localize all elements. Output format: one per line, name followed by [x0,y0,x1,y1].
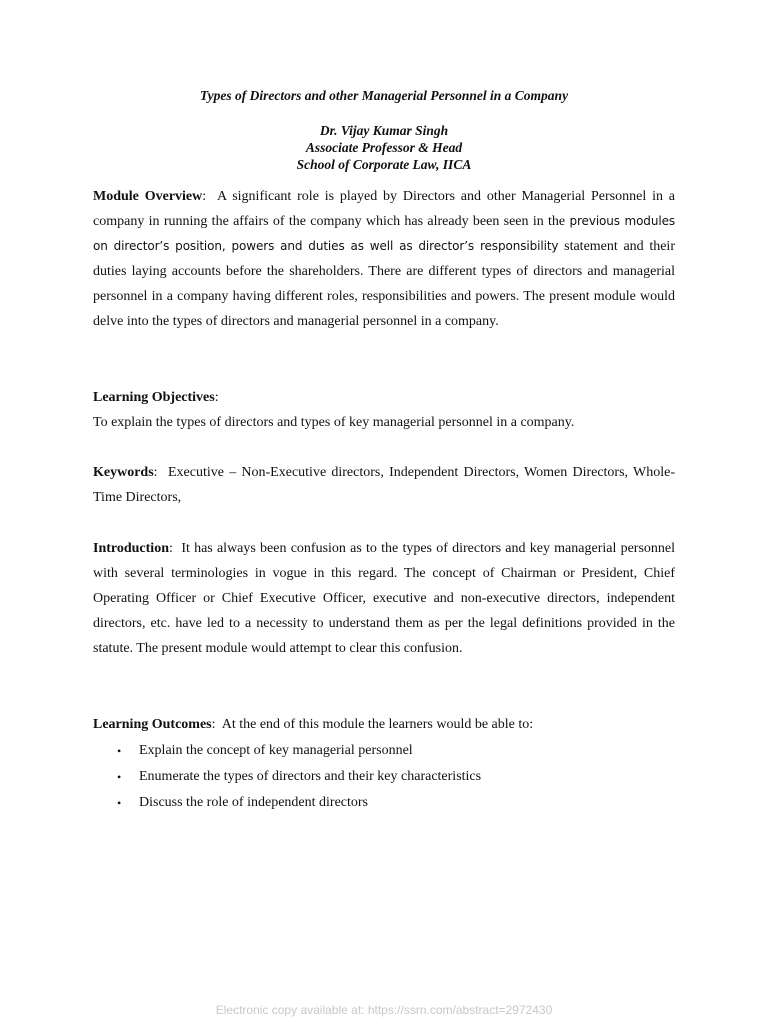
author-name: Dr. Vijay Kumar Singh [319,123,449,138]
document-title: Types of Directors and other Managerial Personnel in a Company [199,88,569,103]
author-affiliation: School of Corporate Law, IICA [296,157,472,172]
keywords-text: Executive – Non-Executive directors, Independent Directors, Women Directors, Whole-Time Directors, [93,465,675,505]
introduction-heading: Introduction [93,541,169,556]
learning-objectives-section: Learning Objectives: To explain the types of directors and types of key managerial personnel in a company. [93,385,675,435]
footer-watermark: Electronic copy available at: https://ssrn.com/abstract=2972430 [215,1003,553,1017]
introduction-text: It has always been confusion as to the types of directors and key managerial personnel with several terminologies in vogue in this regard. The concept of Chairman or President, Chief Operating Officer or Chief Executive Officer, executive and non-executive directors, independent directors, etc. have led to a necessity to understand them as per the legal definitions provided in the statute. The present module would attempt to clear this confusion. [93,541,675,656]
learning-objectives-heading: Learning Objectives [93,390,215,405]
list-item [117,764,677,790]
module-overview-heading: Module Overview [93,189,203,204]
keywords-heading: Keywords [93,465,154,480]
learning-outcomes-heading: Learning Outcomes [93,717,212,732]
bullet-icon: • [117,770,122,784]
module-overview-rest: statement and their duties laying accounts before the shareholders. There are different types of directors and managerial personnel in a company having different roles, responsibilities and powers. The present module would delve into the types of directors and managerial personnel in a company. [93,239,675,329]
module-overview-line2: in a company in running the affairs of the company which has already been seen in the [93,189,676,229]
learning-outcomes-section: Learning Outcomes: At the end of this module the learners would be able to: [93,717,534,732]
author-block [0,122,768,173]
bullet-icon: • [117,744,122,758]
learning-objectives-text: To explain the types of directors and types of key managerial personnel in a company. [93,415,575,430]
learning-outcomes-text: At the end of this module the learners would be able to: [221,717,534,732]
learning-outcomes-list [117,738,677,816]
module-overview-line3: previous modules on director’s position, powers and duties as well as director’s responsibility [93,214,676,253]
module-overview-section: Module Overview: A significant role is played by Directors and other Managerial Personnel in a company in running the affairs of the company which has already been seen in the previous modules on director’s position, powers and duties as well as director’s responsibility statement and their duties laying accounts before the shareholders. There are different types of directors and managerial personnel in a company having different roles, responsibilities and powers. The present module would delve into the types of directors and managerial personnel in a company. [93,189,676,329]
introduction-section: Introduction: It has always been confusion as to the types of directors and key managerial personnel with several terminologies in vogue in this regard. The concept of Chairman or President, Chief Operating Officer or Chief Executive Officer, executive and non-executive directors, independent directors, etc. have led to a necessity to understand them as per the legal definitions provided in the statute. The present module would attempt to clear this confusion. [93,541,675,656]
author-position: Associate Professor & Head [305,140,463,155]
keywords-section: Keywords: Executive – Non-Executive directors, Independent Directors, Women Directors, Whole-Time Directors, [93,465,675,505]
list-item-text: Discuss the role of independent directors [139,795,368,810]
list-item [117,790,677,816]
module-overview-line1: A significant role is played by Directors and other Managerial Personnel [217,189,647,204]
bullet-icon: • [117,796,122,810]
list-item [117,738,677,764]
list-item-text: Enumerate the types of directors and their key characteristics [139,769,482,784]
list-item-text: Explain the concept of key managerial personnel [139,743,413,758]
